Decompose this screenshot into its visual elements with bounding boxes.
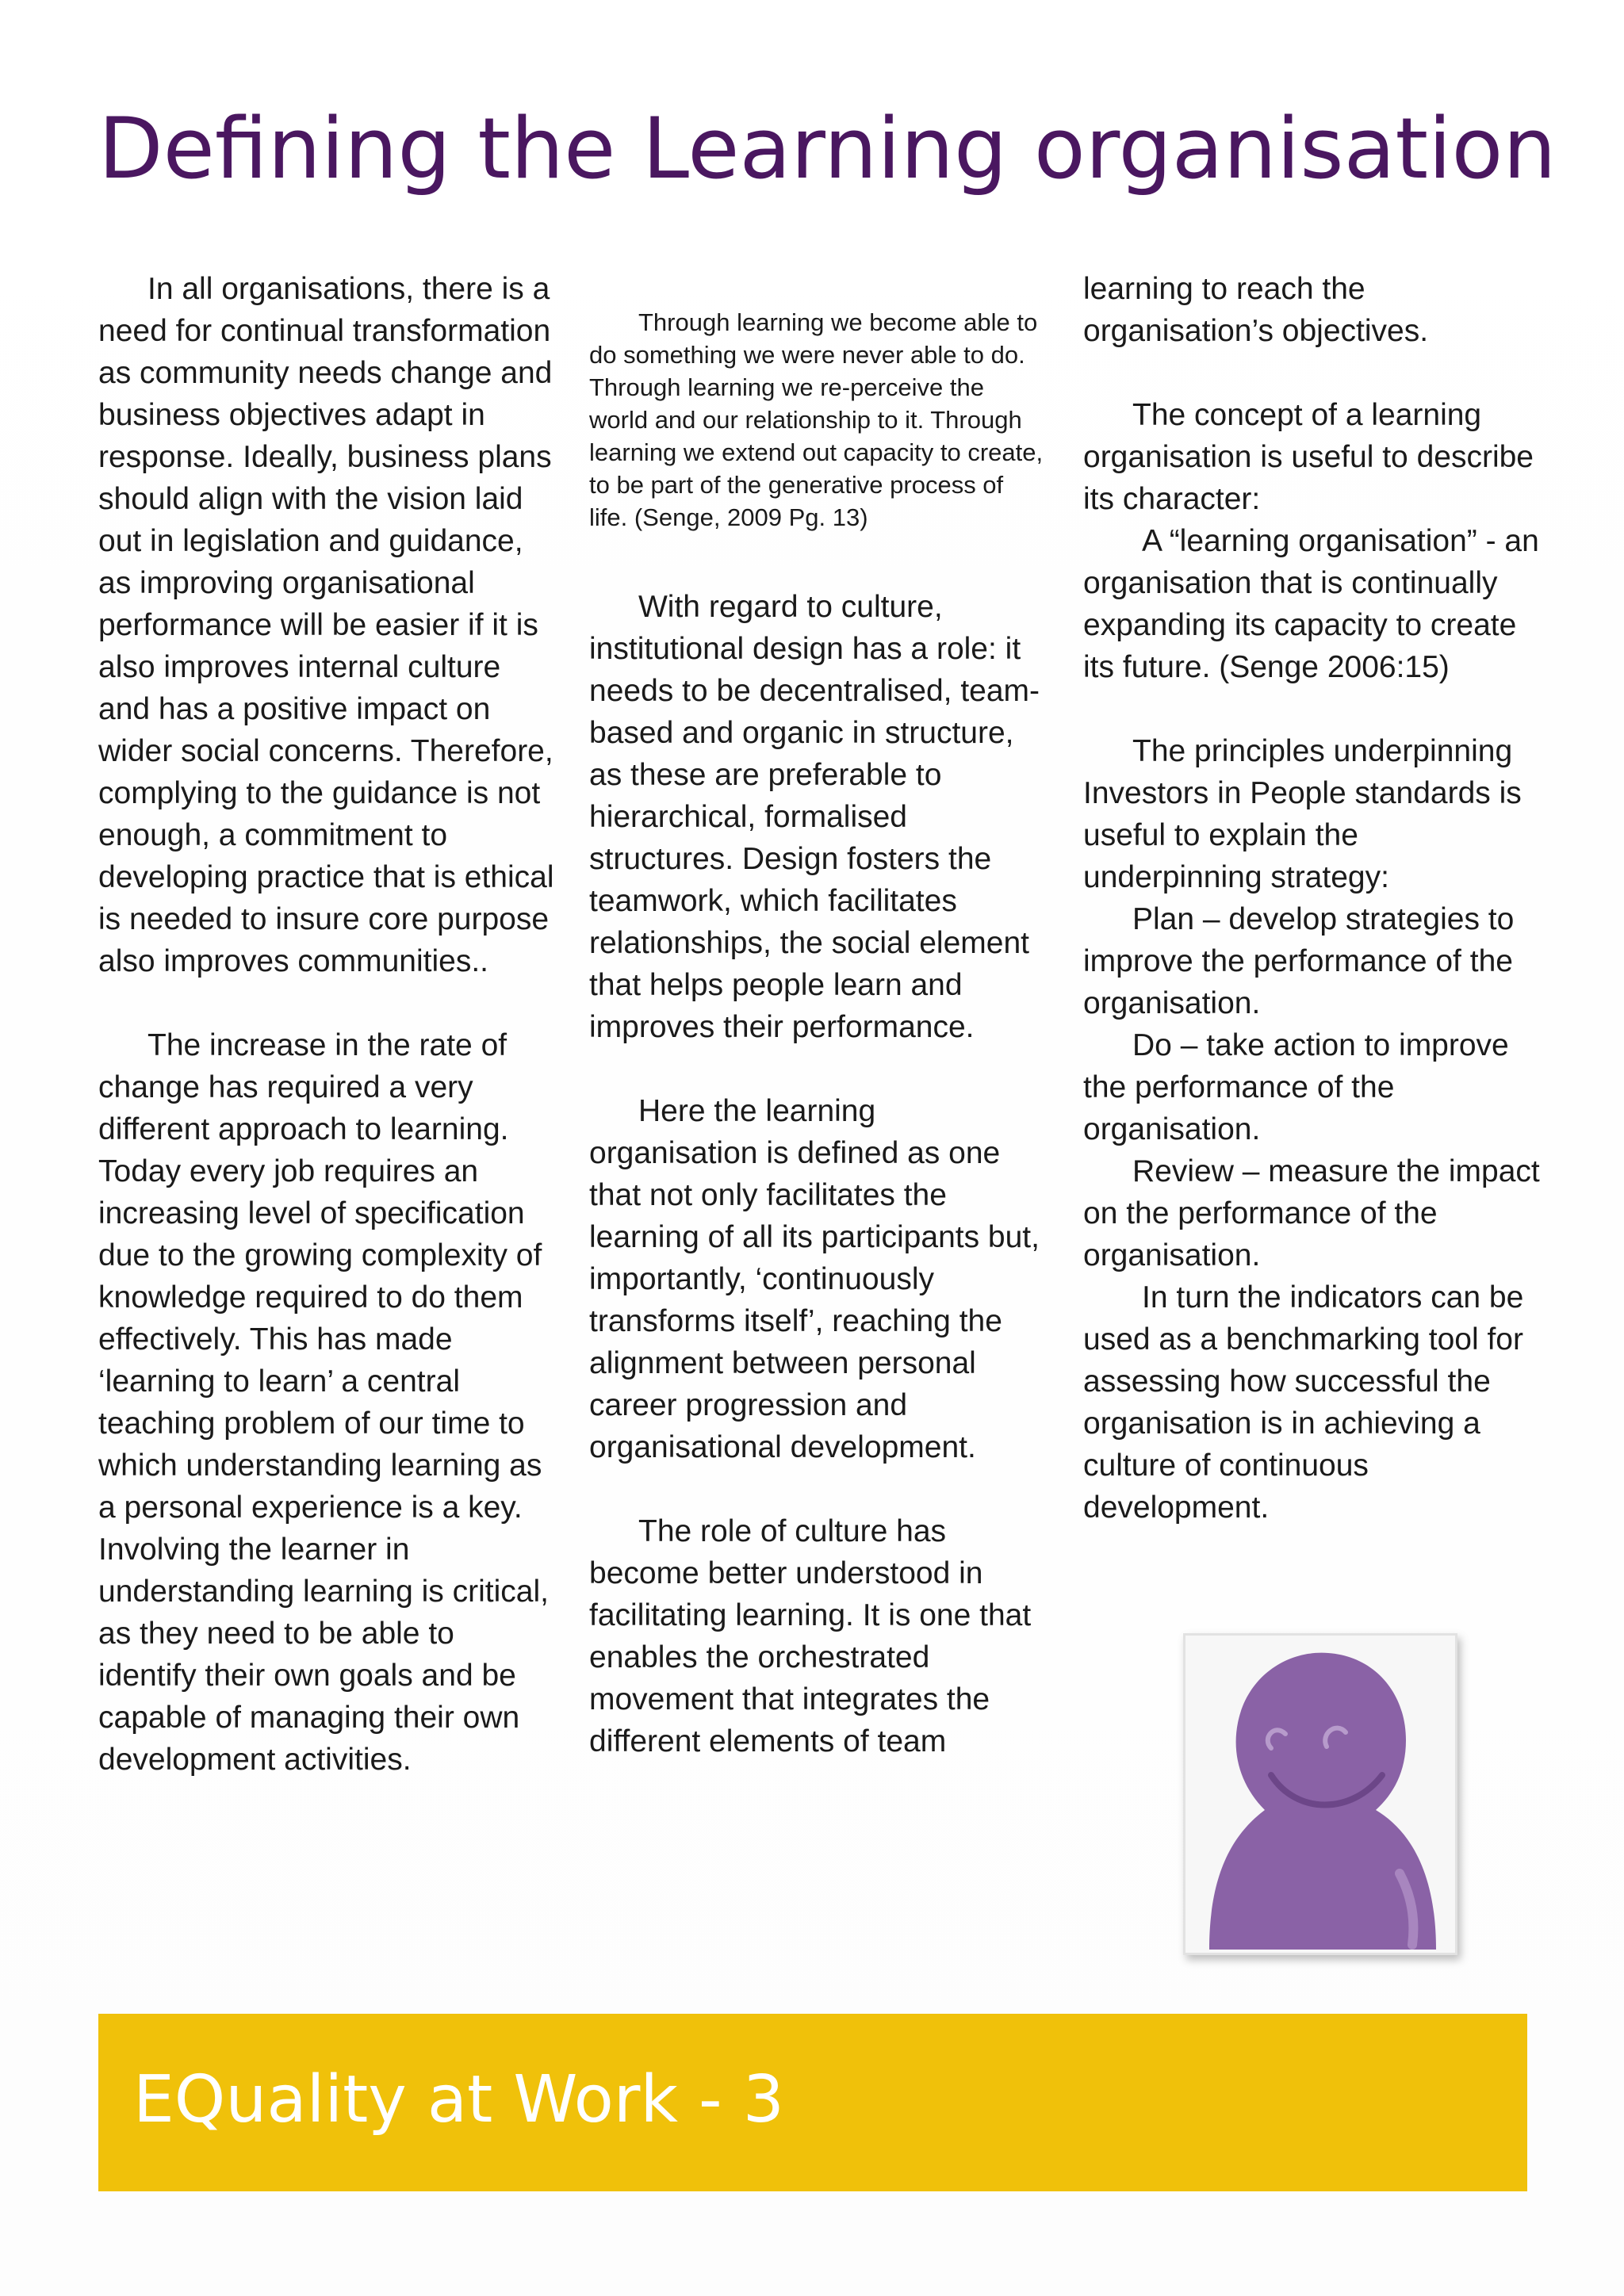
- paragraph: The concept of a learning organisation is useful to describe its character:: [1083, 398, 1534, 516]
- smiling-figure-icon: [1185, 1636, 1455, 1953]
- text-column-1: [98, 268, 557, 1781]
- paragraph: The principles underpinning Investors in People standards is useful to explain the underpinning strategy:: [1083, 734, 1522, 894]
- text-column-2: [589, 268, 1045, 1762]
- paragraph: learning to reach the organisation’s objectives.: [1083, 272, 1429, 348]
- footer-label: EQuality at Work - 3: [133, 2062, 784, 2137]
- paragraph: With regard to culture, institutional design has a role: it needs to be decentralised, team-based and organic in structure, as these are preferable to hierarchical, formalised structures. Design fosters the teamwork, which facilitates relationships, the social element that helps people learn and improves their performance.: [589, 590, 1040, 1044]
- principle-plan: Plan – develop strategies to improve the performance of the organisation.: [1083, 902, 1515, 1020]
- footer-band: [98, 2014, 1527, 2191]
- principle-review: Review – measure the impact on the performance of the organisation.: [1083, 1154, 1540, 1272]
- paragraph: In all organisations, there is a need for continual transformation as community needs change and business objectives adapt in response. Ideally, business plans should align with the vision laid out in legislation and guidance, as improving organisational performance will be easier if it is also improves internal culture and has a positive impact on wider social concerns. Therefore, complying to the guidance is not enough, a commitment to developing practice that is ethical is needed to insure core purpose also improves communities..: [98, 272, 554, 978]
- principle-do: Do – take action to improve the performance of the organisation.: [1083, 1028, 1509, 1146]
- paragraph: The role of culture has become better understood in facilitating learning. It is one that enables the orchestrated movement that integrates the different elements of team: [589, 1514, 1032, 1758]
- paragraph: Here the learning organisation is defined as one that not only facilitates the learning of all its participants but, importantly, ‘continuously transforms itself’, reaching the alignment between personal career progression and organisational development.: [589, 1094, 1040, 1464]
- block-quote: Through learning we become able to do something we were never able to do. Through learning we re-perceive the world and our relationship to it. Through learning we extend out capacity to create, to be part of the generative process of life. (Senge, 2009 Pg. 13): [589, 308, 1044, 531]
- paragraph: In turn the indicators can be used as a benchmarking tool for assessing how successful the organisation is in achieving a culture of continuous development.: [1083, 1280, 1524, 1525]
- definition-quote: A “learning organisation” - an organisation that is continually expanding its capacity to create its future. (Senge 2006:15): [1083, 524, 1539, 684]
- page-title: Defining the Learning organisation: [98, 100, 1557, 197]
- paragraph: The increase in the rate of change has required a very different approach to learning. Today every job requires an increasing level of specification due to the growing complexity of knowledge required to do them effectively. This has made ‘learning to learn’ a central teaching problem of our time to which understanding learning as a personal experience is a key. Involving the learner in understanding learning is critical, as they need to be able to identify their own goals and be capable of managing their own development activities.: [98, 1028, 549, 1777]
- text-column-3: [1083, 268, 1545, 1529]
- avatar-photo-frame: [1183, 1633, 1457, 1955]
